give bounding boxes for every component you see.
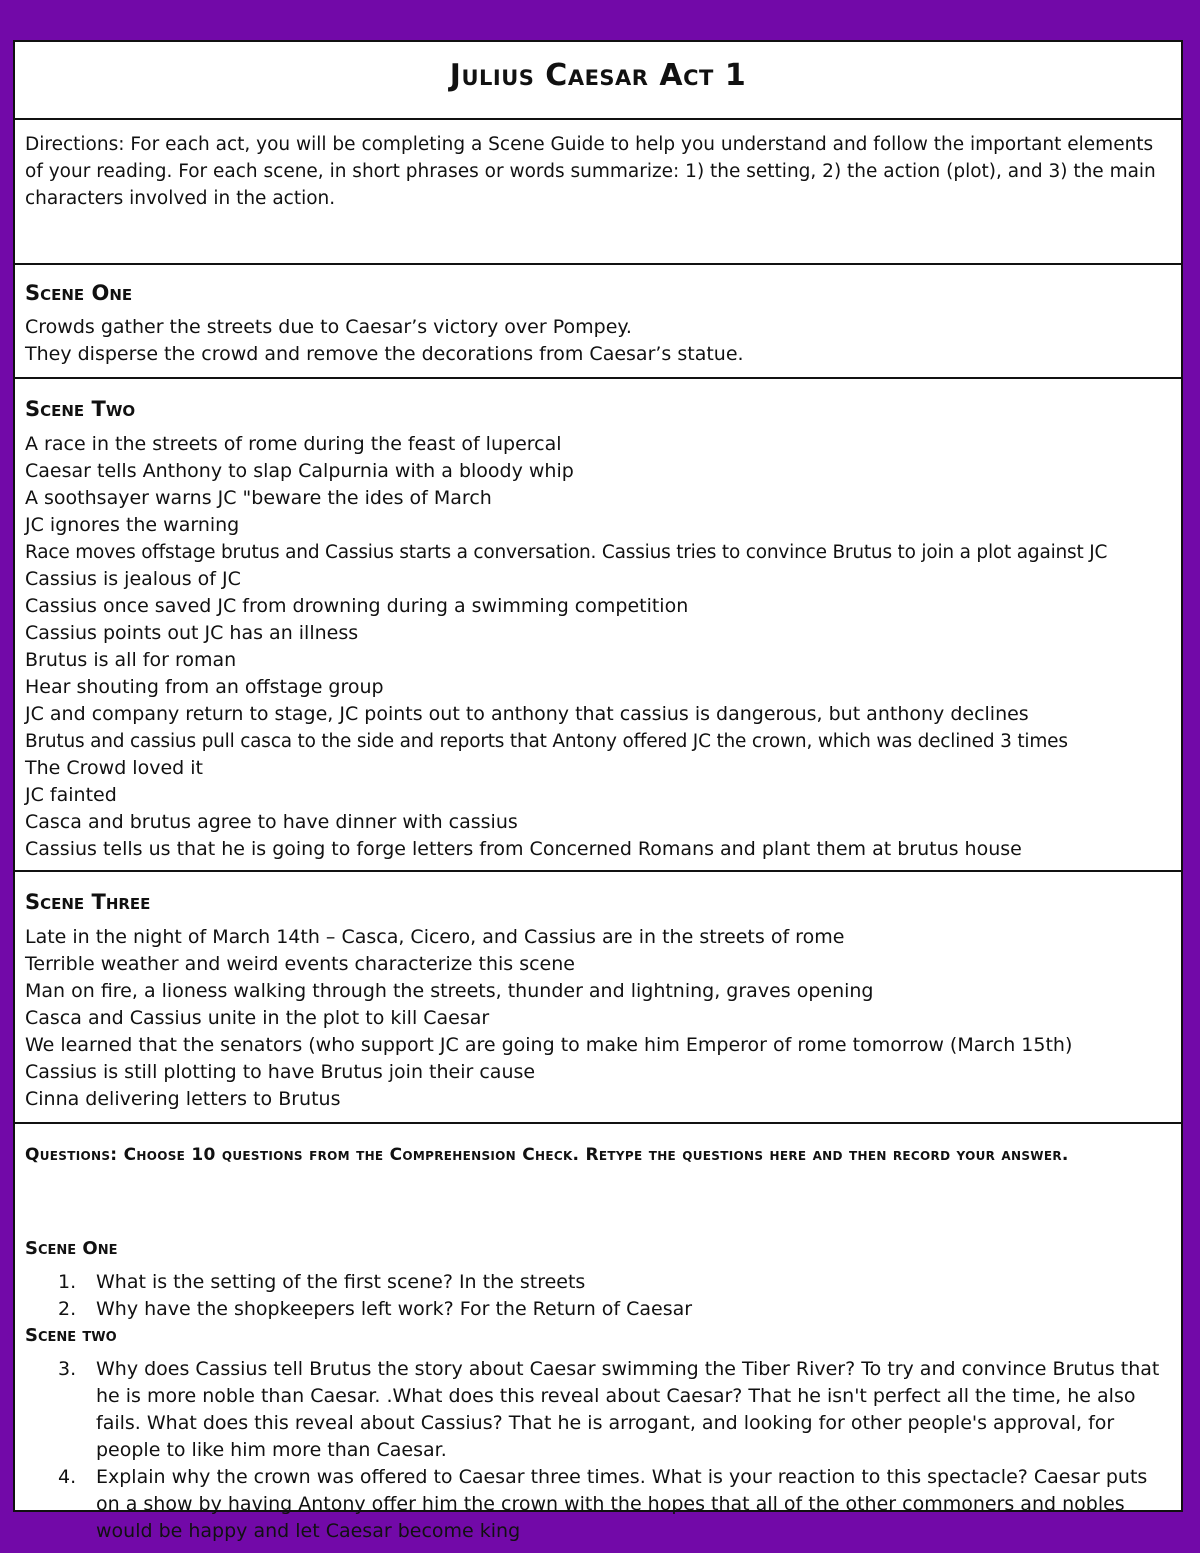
summary-line: Cinna delivering letters to Brutus [25, 1088, 341, 1110]
question-item [25, 1464, 1171, 1545]
scene-three-summary [25, 924, 1173, 1113]
directions-text: Directions: For each act, you will be completing a Scene Guide to help you understand and follow the important elements of your reading. For each scene, in short phrases or words summarize: 1) the setting, 2) the action (plot), and 3) the main characters involved in the action. [25, 134, 1156, 209]
scene-one-summary [25, 314, 1173, 368]
questions-scene-one-list [25, 1269, 1171, 1323]
summary-line: Casca and brutus agree to have dinner with cassius [25, 811, 518, 833]
question-text: Why does Cassius tell Brutus the story about Caesar swimming the Tiber River? To try and convince Brutus that he is more noble than Caesar. .What does this reveal about Caesar? That he isn't perfect all the time, he also fails. What does this reveal about Cassius? That he is arrogant, and looking for other people's approval, for people to like him more than Caesar. [96, 1358, 1160, 1461]
question-number: 3. [58, 1358, 77, 1380]
scene-three-section [15, 872, 1181, 1124]
scene-two-section [15, 379, 1181, 872]
question-text: What is the setting of the first scene? In the streets [96, 1271, 586, 1293]
summary-line: Race moves offstage brutus and Cassius starts a conversation. Cassius tries to convince Brutus to join a plot against JC [25, 542, 1108, 563]
summary-line: Late in the night of March 14th – Casca, Cicero, and Cassius are in the streets of rome [25, 926, 845, 948]
summary-line: Cassius tells us that he is going to forge letters from Concerned Romans and plant them at brutus house [25, 838, 1022, 860]
summary-line: Man on fire, a lioness walking through the streets, thunder and lightning, graves opening [25, 980, 874, 1002]
scene-two-summary [25, 431, 1173, 863]
scene-one-heading: Scene One [25, 281, 133, 305]
summary-line: Brutus is all for roman [25, 649, 237, 671]
scene-one-section [15, 265, 1181, 379]
question-text: Explain why the crown was offered to Caesar three times. What is your reaction to this spectacle? Caesar puts on a show by having Antony offer him the crown with the hopes that all of the other commoners and nobles would be happy and let Caesar become king [96, 1466, 1148, 1542]
summary-line: Cassius points out JC has an illness [25, 622, 359, 644]
questions-heading: Questions: Choose 10 questions from the Comprehension Check. Retype the questions here and then record your answer. [25, 1145, 1069, 1165]
question-item [25, 1269, 1171, 1296]
title-section [15, 42, 1181, 120]
summary-line: Hear shouting from an offstage group [25, 676, 384, 698]
summary-line: We learned that the senators (who support JC are going to make him Emperor of rome tomorrow (March 15th) [25, 1034, 1073, 1056]
page-title: Julius Caesar Act 1 [449, 58, 747, 93]
summary-line: JC ignores the warning [25, 514, 240, 536]
summary-line: Caesar tells Anthony to slap Calpurnia with a bloody whip [25, 460, 574, 482]
questions-scene-one-label: Scene One [25, 1238, 118, 1259]
summary-line: Casca and Cassius unite in the plot to kill Caesar [25, 1007, 490, 1029]
summary-line: JC fainted [25, 784, 117, 806]
directions-section [15, 120, 1181, 265]
summary-line: Crowds gather the streets due to Caesar’s victory over Pompey. [25, 316, 632, 338]
summary-line: They disperse the crowd and remove the decorations from Caesar’s statue. [25, 343, 744, 365]
summary-line: Cassius is jealous of JC [25, 568, 241, 590]
questions-scene-two-label: Scene two [25, 1325, 117, 1346]
scene-three-heading: Scene Three [25, 890, 151, 914]
questions-scene-two-list [25, 1356, 1171, 1545]
summary-line: A race in the streets of rome during the feast of lupercal [25, 433, 562, 455]
question-item [25, 1356, 1171, 1464]
summary-line: Cassius is still plotting to have Brutus join their cause [25, 1061, 536, 1083]
worksheet [13, 40, 1183, 1542]
scene-two-heading: Scene Two [25, 397, 136, 421]
summary-line: Brutus and cassius pull casca to the side and reports that Antony offered JC the crown, which was declined 3 times [25, 731, 1068, 752]
question-number: 2. [58, 1298, 77, 1320]
questions-section [15, 1124, 1181, 1542]
question-number: 4. [58, 1466, 77, 1488]
question-item [25, 1296, 1171, 1323]
summary-line: The Crowd loved it [25, 757, 203, 779]
question-text: Why have the shopkeepers left work? For the Return of Caesar [96, 1298, 693, 1320]
summary-line: A soothsayer warns JC "beware the ides of March [25, 487, 492, 509]
question-number: 1. [58, 1271, 77, 1293]
summary-line: JC and company return to stage, JC points out to anthony that cassius is dangerous, but anthony declines [25, 703, 1029, 725]
summary-line: Cassius once saved JC from drowning during a swimming competition [25, 595, 689, 617]
summary-line: Terrible weather and weird events characterize this scene [25, 953, 575, 975]
